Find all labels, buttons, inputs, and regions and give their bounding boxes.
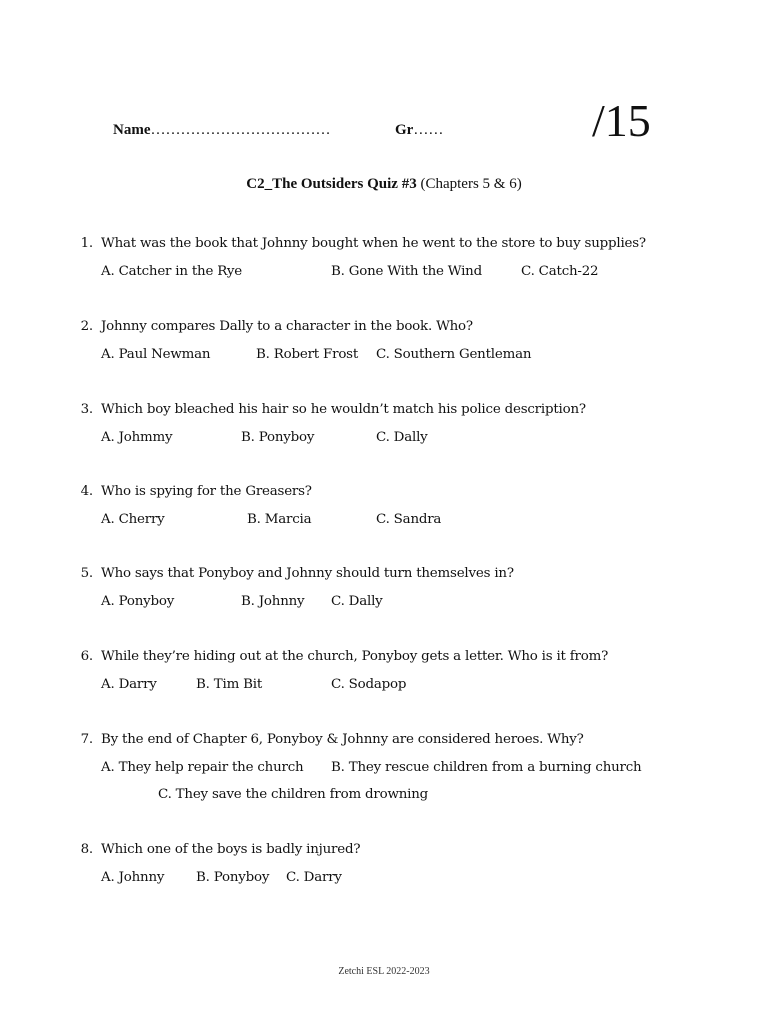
option-b: B. Ponyboy [241, 430, 315, 445]
name-label: Name [113, 122, 151, 138]
question-text: Who is spying for the Greasers? [101, 484, 312, 499]
footer-text: Zetchi ESL 2022-2023 [338, 966, 430, 977]
grade-field [395, 122, 443, 139]
option-c: C. Darry [286, 870, 342, 885]
question-number: 1. [80, 236, 93, 251]
option-b: B. Robert Frost [256, 347, 359, 362]
option-a: A. Ponyboy [101, 594, 175, 609]
option-a: A. Paul Newman [101, 347, 211, 362]
question-number: 5. [80, 566, 93, 581]
quiz-title-chapters: (Chapters 5 & 6) [416, 176, 522, 192]
grade-label: Gr [395, 122, 414, 138]
question-text: Who says that Ponyboy and Johnny should turn themselves in? [101, 566, 514, 581]
option-c: C. Dally [376, 430, 428, 445]
option-c: C. Dally [331, 594, 383, 609]
question-text: What was the book that Johnny bought when he went to the store to buy supplies? [101, 236, 646, 251]
quiz-title [0, 176, 768, 193]
question-text: Johnny compares Dally to a character in the book. Who? [101, 319, 473, 334]
option-c: C. Sodapop [331, 677, 407, 692]
option-b: B. Gone With the Wind [331, 264, 482, 279]
name-field [113, 122, 331, 139]
option-b: B. Tim Bit [196, 677, 263, 692]
question-number: 8. [80, 842, 93, 857]
option-a: A. Catcher in the Rye [101, 264, 242, 279]
question-number: 3. [80, 402, 93, 417]
option-c: C. They save the children from drowning [158, 787, 429, 802]
option-a: A. Cherry [101, 512, 165, 527]
option-b: B. Marcia [247, 512, 312, 527]
question-number: 4. [80, 484, 93, 499]
option-c: C. Sandra [376, 512, 442, 527]
option-c: C. Southern Gentleman [376, 347, 532, 362]
option-b: B. Johnny [241, 594, 305, 609]
option-b: B. They rescue children from a burning church [331, 760, 642, 775]
name-blank: ……………………………… [150, 122, 331, 138]
option-c: C. Catch-22 [521, 264, 599, 279]
question-number: 2. [80, 319, 93, 334]
quiz-title-main: C2_The Outsiders Quiz #3 [246, 176, 417, 192]
question-text: By the end of Chapter 6, Ponyboy & Johnny are considered heroes. Why? [101, 732, 584, 747]
grade-blank: …… [413, 122, 444, 138]
option-a: A. Darry [101, 677, 157, 692]
option-a: A. Johmmy [101, 430, 173, 445]
question-number: 7. [80, 732, 93, 747]
option-a: A. Johnny [101, 870, 165, 885]
question-text: While they’re hiding out at the church, Ponyboy gets a letter. Who is it from? [101, 649, 609, 664]
question-text: Which boy bleached his hair so he wouldn’t match his police description? [101, 402, 586, 417]
score-total: /15 [592, 95, 651, 146]
question-number: 6. [80, 649, 93, 664]
option-a: A. They help repair the church [101, 760, 304, 775]
option-b: B. Ponyboy [196, 870, 270, 885]
question-text: Which one of the boys is badly injured? [101, 842, 361, 857]
